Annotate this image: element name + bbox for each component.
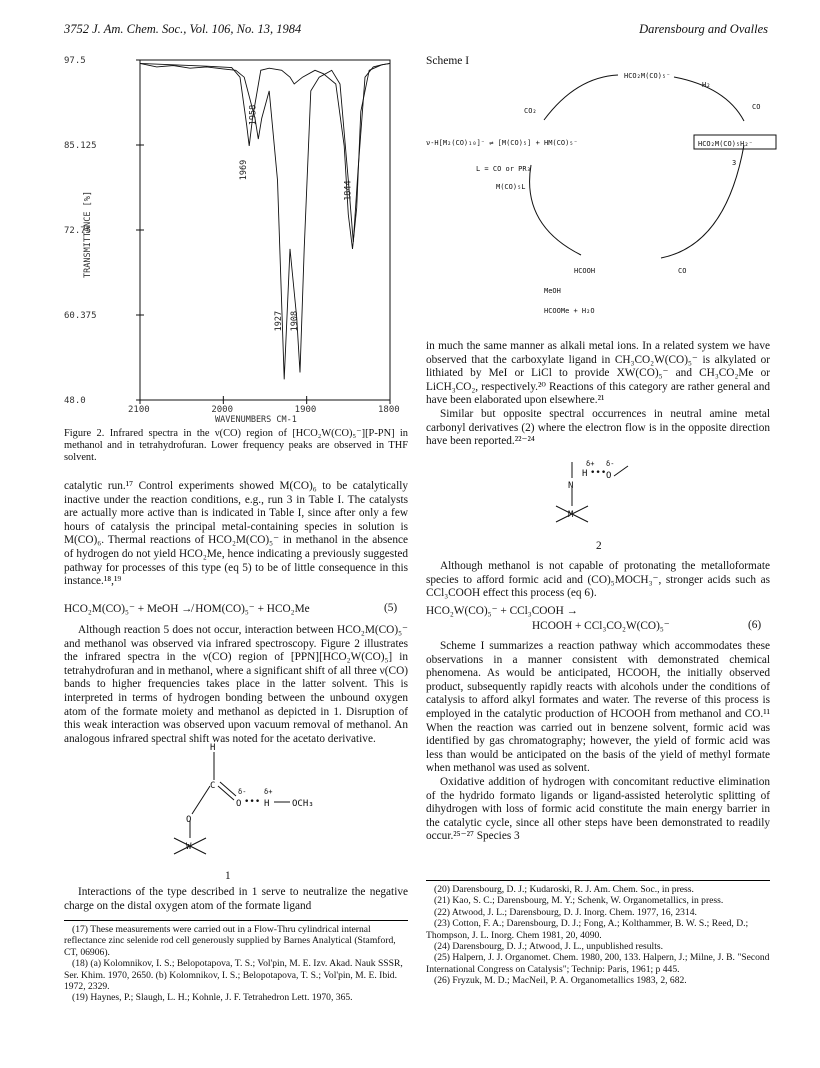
left-column-text	[64, 480, 408, 589]
atom-label: C	[210, 781, 216, 791]
paragraph: Oxidative addition of hydrogen with concomitant reductive elimination of the hydrido formato ligands or ligand-assisted heterolytic splitting of dihydrogen with loss of formic acid constitute the main energy barrier in the catalytic cycle, since all other steps have been demonstrated to readily occur.²⁵⁻²⁷ Species 3	[426, 775, 770, 843]
right-column-text	[426, 340, 770, 449]
paragraph: in much the same manner as alkali metal ions. In a related system we have observed that the carboxylate ligand in CH₃CO₂W(CO)₅⁻ is alkylated or lithiated by MeI or LiCl to provide XW(CO)₅⁻ and CH₃CO₂Me or LiCH₃CO₂, respectively.²⁰ Reactions of this category are rather general and have been elaborated upon elsewhere.²¹	[426, 340, 770, 407]
scheme-title: Scheme I	[426, 55, 470, 67]
y-tick-label: 72.75	[64, 226, 92, 236]
scheme-1-diagram	[426, 65, 786, 325]
atom-label: W	[186, 842, 192, 852]
paragraph: Similar but opposite spectral occurrences in neutral amine metal carbonyl derivatives (2) where the electron flow is in the opposite direction have been reported.²²⁻²⁴	[426, 407, 770, 448]
right-footnotes	[426, 884, 770, 987]
footnote: (25) Halpern, J. J. Organomet. Chem. 1980, 200, 133. Halpern, J.; Milne, J. B. "Second International Congress on Catalysis"; Technip: Paris, 1961; p 445.	[426, 952, 770, 975]
scheme-product: HCOOH	[574, 267, 596, 275]
chart-plot-area	[64, 56, 400, 423]
atom-label: O	[186, 815, 192, 825]
scheme-product: CO	[678, 267, 687, 275]
partial-charge: δ+	[264, 788, 273, 796]
structure-2-diagram	[548, 458, 658, 544]
left-column-text-3	[64, 886, 408, 913]
paragraph: Interactions of the type described in 1 serve to neutralize the negative charge on the distal oxygen atom of the formate ligand	[64, 886, 408, 912]
figure-2-caption: Figure 2. Infrared spectra in the ν(CO) region of [HCO₂W(CO)₅⁻][P-PN] in methanol and in tetrahydrofuran. Lower frequency peaks are observed in THF solvent.	[64, 428, 408, 464]
x-tick-label: 2100	[128, 405, 150, 415]
equation-6-number: (6)	[748, 619, 762, 631]
hbond-dots: •••	[244, 797, 261, 807]
equation-5-number: (5)	[384, 602, 398, 614]
atom-label: O	[236, 799, 242, 809]
y-tick-label: 85.125	[64, 141, 97, 151]
running-header-left: 3752 J. Am. Chem. Soc., Vol. 106, No. 13, 1984	[64, 22, 302, 36]
paragraph: Scheme I summarizes a reaction pathway which accommodates these observations in a manner consistent with demonstrated chemical phenomena. As would be anticipated, HCOOH, the initially observed product, subsequently rapidly reacts with alcohols under the conditions of catalysis to afford alkyl formates and water. The reverse of this process is employed in the catalytic production of HCOOH from methanol and CO.¹¹ When the reaction was carried out in benzene solvent, formic acid was identified by gas chromatography; however, the yield of formic acid was less than would be anticipated on the basis of the yield of methyl formate when methanol was used as solvent.	[426, 640, 770, 775]
atom-label: OCH₃	[292, 799, 314, 809]
scheme-species: M(CO)₅L	[496, 183, 526, 191]
atom-label: H	[210, 743, 216, 753]
y-tick-label: 60.375	[64, 311, 97, 321]
equation-6-line-1: HCO₂W(CO)₅⁻ + CCl₃COOH →	[426, 605, 578, 617]
structure-1-diagram	[160, 742, 360, 864]
x-tick-label: 1800	[378, 405, 400, 415]
peak-label: 1969	[239, 159, 250, 181]
partial-charge: δ-	[606, 460, 615, 468]
footnote: (17) These measurements were carried out in a Flow-Thru cylindrical internal reflectance zinc selenide rod cell generously supplied by Barnes Analytical (Stamford, CT, 06906).	[64, 924, 396, 958]
hbond-dots: •••	[590, 468, 607, 478]
atom-label: H	[582, 469, 588, 479]
scheme-reagent: CO₂	[524, 107, 537, 115]
footnote: (20) Darensbourg, D. J.; Kudaroski, R. J. Am. Chem. Soc., in press.	[434, 884, 694, 895]
peak-label: 1908	[290, 310, 300, 332]
footnote-rule	[426, 880, 770, 881]
scheme-reagent: CO	[752, 103, 761, 111]
footnote: (23) Cotton, F. A.; Darensbourg, D. J.; Fong, A.; Kolthammer, B. W. S.; Reed, D.; Thompson, J. L. Inorg. Chem 1981, 20, 4090.	[426, 918, 749, 941]
scheme-products: HCOOMe + H₂O	[544, 307, 595, 315]
footnote: (18) (a) Kolomnikov, I. S.; Belopotapova, T. S.; Vol'pin, M. E. Izv. Akad. Nauk SSSR, Ser. Khim. 1970, 2650. (b) Kolomnikov, I. S.; Belopotapova, T. S.; Vol'pin, M. E. Ibid. 1972, 2329.	[64, 958, 403, 993]
equation-5: HCO₂M(CO)₅⁻ + MeOH ↛ HOM(CO)₅⁻ + HCO₂Me	[64, 603, 310, 615]
scheme-species-number: 3	[732, 159, 737, 167]
x-tick-label: 1900	[294, 405, 317, 415]
right-column-text-3	[426, 640, 770, 844]
footnote-rule	[64, 920, 408, 921]
partial-charge: δ-	[238, 788, 247, 796]
running-header-right: Darensbourg and Ovalles	[639, 22, 768, 36]
footnote: (19) Haynes, P.; Slaugh, L. H.; Kohnle, J. F. Tetrahedron Lett. 1970, 365.	[72, 992, 353, 1004]
paragraph: Although reaction 5 does not occur, interaction between HCO₂M(CO)₅⁻ and methanol was observed via infrared spectroscopy. Figure 2 illustrates the infrared spectra in the ν(CO) region of [PPN][HCO₂W(CO)₅] in tetrahydrofuran and in methanol, where a significant shift of all three ν(CO) bands to higher frequencies takes place in the latter solvent. This is interpreted in terms of hydrogen bonding between the unbound oxygen atom of the formate moiety and methanol as depicted in 1. Disruption of this weak interaction was observed upon vacuum removal of methanol. An analogous infrared spectral shift was noted for the acetato derivative.	[64, 624, 408, 745]
left-footnotes	[64, 924, 408, 1004]
scheme-reagent: H₂	[702, 81, 711, 89]
footnote: (21) Kao, S. C.; Darensbourg, M. Y.; Schenk, W. Organometallics, in press.	[434, 895, 724, 907]
peak-label: 1958	[248, 104, 259, 126]
scheme-equilibrium: ν-H[M₂(CO)₁₀]⁻ ⇌ [M(CO)₅] + HM(CO)₅⁻	[426, 139, 578, 147]
scheme-species-3: HCO₂M(CO)₅H₂⁻	[698, 140, 753, 148]
structure-1-label: 1	[225, 870, 231, 882]
peak-label: 1927	[274, 310, 285, 332]
left-column-text-2	[64, 624, 408, 746]
figure-2-ir-spectrum	[60, 48, 410, 423]
paragraph: catalytic run.¹⁷ Control experiments showed M(CO)₆ to be catalytically inactive under the reaction conditions, e.g., run 3 in Table I. The catalysts are actually more active than is indicated in Table I, since after only a few hours of catalysis the principal metal-containing species in solution is M(CO)₆. Thermal reactions of HCO₂M(CO)₅⁻ in methanol in the absence of hydrogen do not yield HCO₂Me, hence indicating a previously suggested pathway for processes of this type (eq 5) to be of little consequence in this instance.¹⁸,¹⁹	[64, 480, 408, 588]
atom-label: N	[568, 481, 574, 491]
structure-2-label: 2	[596, 540, 602, 552]
peak-label: 1844	[343, 180, 354, 201]
footnote: (24) Darensbourg, D. J.; Atwood, J. L., unpublished results.	[434, 941, 663, 953]
spectrum-series-1	[140, 63, 390, 379]
x-axis-label: WAVENUMBERS CM-1	[215, 415, 297, 423]
x-tick-label: 2000	[211, 405, 234, 415]
scheme-ligand-note: L = CO or PR₃	[476, 165, 531, 173]
partial-charge: δ+	[586, 460, 595, 468]
y-tick-label: 48.0	[64, 396, 86, 406]
scheme-reagent: MeOH	[544, 287, 561, 295]
footnote: (26) Fryzuk, M. D.; MacNeil, P. A. Organometallics 1983, 2, 682.	[434, 975, 687, 987]
atom-label: O	[606, 471, 612, 481]
spectrum-series-2	[140, 63, 390, 249]
right-column-text-2	[426, 560, 770, 601]
equation-6-line-2: HCOOH + CCl₃CO₂W(CO)₅⁻	[532, 620, 670, 632]
footnote: (22) Atwood, J. L.; Darensbourg, D. J. Inorg. Chem. 1977, 16, 2314.	[434, 906, 697, 918]
y-axis-label: TRANSMITTANCE [%]	[83, 191, 93, 278]
paragraph: Although methanol is not capable of protonating the metalloformate species to afford formic acid and (CO)₅MOCH₃⁻, stronger acids such as CCl₃COOH effect this process (eq 6).	[426, 560, 770, 600]
atom-label: M	[568, 510, 574, 520]
atom-label: H	[264, 799, 270, 809]
scheme-species: HCO₂M(CO)₅⁻	[624, 72, 671, 80]
y-tick-label: 97.5	[64, 56, 86, 66]
